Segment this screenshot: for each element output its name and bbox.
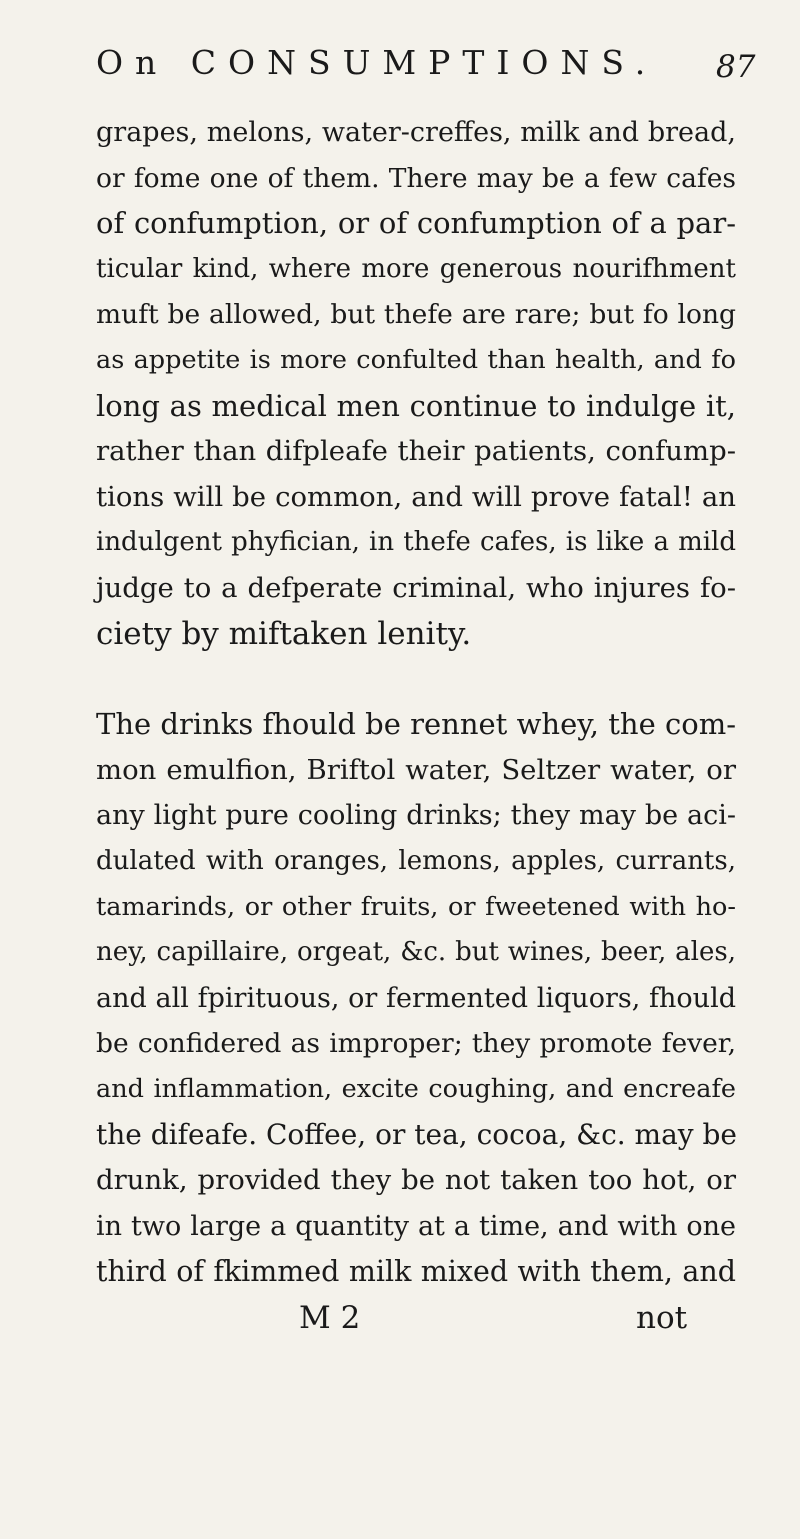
text-line: third of fkimmed milk mixed with them, and <box>96 1255 736 1289</box>
text-line: rather than difpleafe their patients, confump- <box>96 435 736 468</box>
text-line: be confidered as improper; they promote fever, <box>96 1028 736 1060</box>
text-line: as appetite is more confulted than health, and fo <box>96 344 736 375</box>
text-line: ticular kind, where more generous nourifhment <box>96 253 736 284</box>
text-line: ciety by miftaken lenity. <box>96 615 472 652</box>
running-head <box>0 40 800 86</box>
paragraph-2 <box>96 702 736 1295</box>
text-line: judge to a defperate criminal, who injures fo- <box>96 571 736 604</box>
text-line: dulated with oranges, lemons, apples, currants, <box>96 845 736 876</box>
text-line: of confumption, or of confumption of a par- <box>96 206 736 241</box>
text-line: any light pure cooling drinks; they may be aci- <box>96 800 736 832</box>
text-line: or fome one of them. There may be a few cafes <box>96 162 736 194</box>
text-line: The drinks fhould be rennet whey, the com- <box>96 707 736 742</box>
text-line: ney, capillaire, orgeat, &c. but wines, beer, ales, <box>96 937 736 968</box>
text-line: tamarinds, or other fruits, or fweetened with ho- <box>96 891 736 922</box>
page-number: 87 <box>716 49 756 85</box>
catch-line <box>96 1295 736 1341</box>
text-line: tions will be common, and will prove fatal! an <box>96 480 736 513</box>
paragraph-1 <box>96 110 736 657</box>
text-line: in two large a quantity at a time, and with one <box>96 1210 736 1242</box>
text-line: indulgent phyfician, in thefe cafes, is like a mild <box>96 527 736 558</box>
running-title: On CONSUMPTIONS. <box>96 43 658 82</box>
text-line: drunk, provided they be not taken too hot, or <box>96 1164 736 1197</box>
text-line: long as medical men continue to indulge it, <box>96 388 736 423</box>
text-line: muft be allowed, but thefe are rare; but fo long <box>96 299 736 331</box>
text-line: and inflammation, excite coughing, and encreafe <box>96 1073 736 1104</box>
text-line: mon emulfion, Briftol water, Seltzer water, or <box>96 753 736 786</box>
text-line: grapes, melons, water-creffes, milk and bread, <box>96 117 736 148</box>
text-line: the difeafe. Coffee, or tea, cocoa, &c. may be <box>96 1118 738 1152</box>
catchword: not <box>636 1299 688 1336</box>
body-text <box>96 110 736 1341</box>
signature-mark: M 2 <box>299 1299 361 1336</box>
text-line: and all fpirituous, or fermented liquors, fhould <box>96 982 736 1014</box>
